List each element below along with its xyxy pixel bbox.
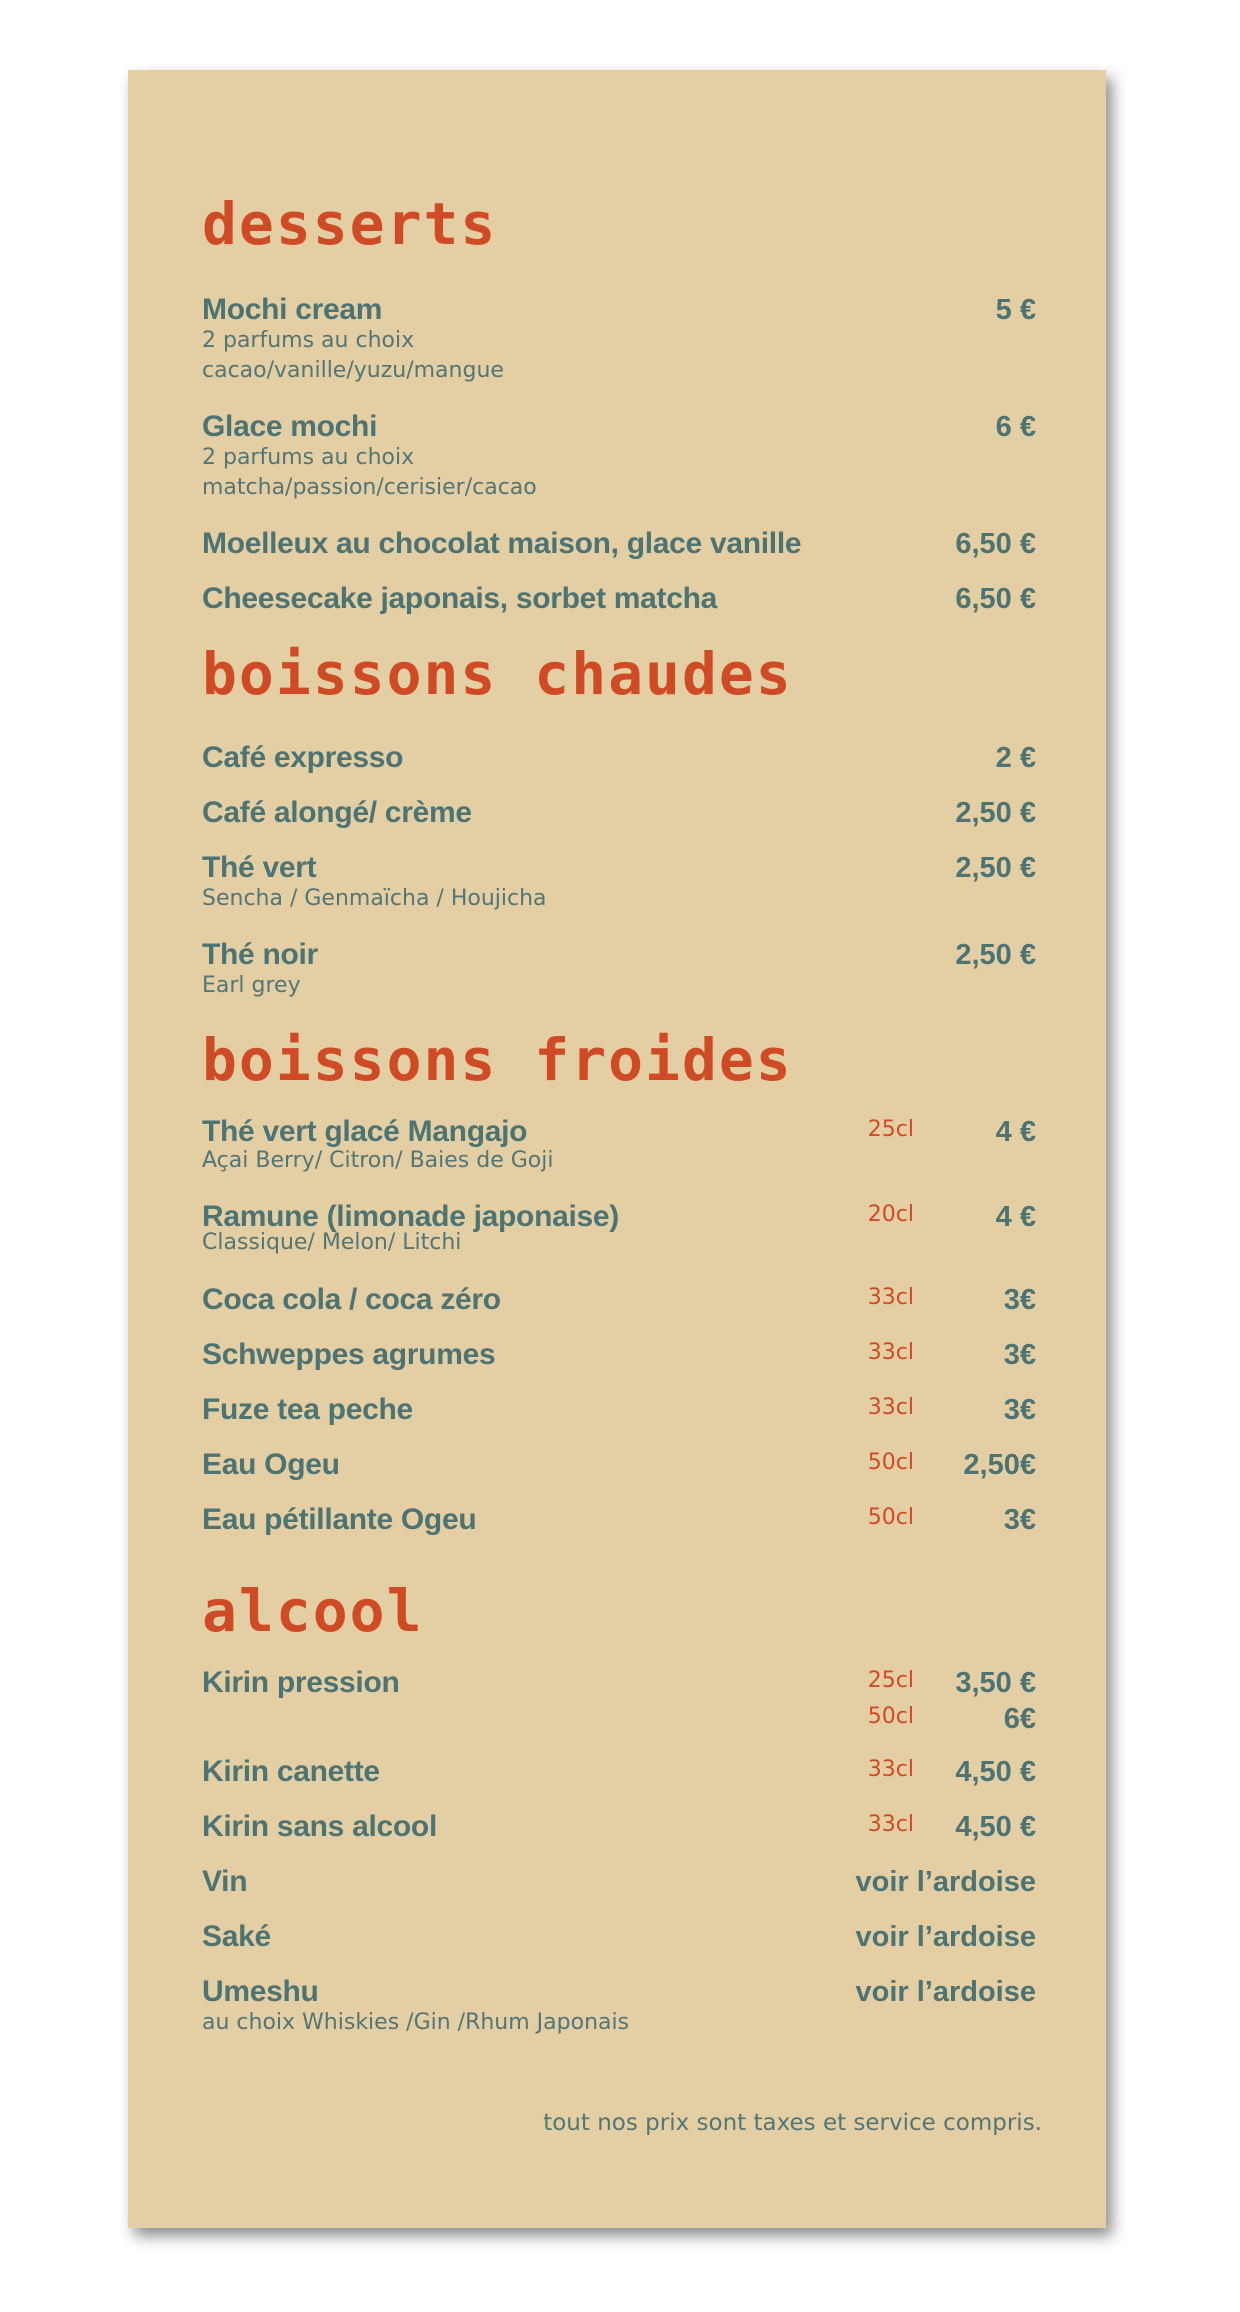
menu-item: [202, 292, 1036, 383]
item-price: 4 €: [995, 1201, 1036, 1233]
menu-item: [202, 1282, 1036, 1322]
menu-item: [202, 1447, 1036, 1487]
item-name: Eau Ogeu: [202, 1448, 340, 1481]
menu-item: [202, 1919, 1036, 1959]
item-name: Café alongé/ crème: [202, 796, 472, 829]
item-name: Coca cola / coca zéro: [202, 1283, 501, 1316]
item-name: Vin: [202, 1865, 248, 1898]
menu-item: [202, 795, 1036, 835]
item-name: Kirin canette: [202, 1755, 380, 1788]
item-volume: 33cl: [867, 1285, 914, 1310]
section-title-cold-drinks: boissons froides: [202, 1026, 793, 1094]
section-title-desserts: desserts: [202, 190, 498, 258]
item-volume: 20cl: [867, 1202, 914, 1227]
item-name: Cheesecake japonais, sorbet matcha: [202, 582, 718, 615]
item-name: Umeshu: [202, 1975, 319, 2008]
item-volume: 33cl: [867, 1812, 914, 1837]
menu-item: [202, 1502, 1036, 1542]
footer-note: tout nos prix sont taxes et service compris.: [543, 2110, 1042, 2136]
menu-item: [202, 850, 1036, 911]
item-price: 6 €: [995, 411, 1036, 443]
item-price: 3€: [1003, 1284, 1036, 1316]
menu-item: [202, 1864, 1036, 1904]
item-price: 4,50 €: [955, 1811, 1036, 1843]
item-volume: 33cl: [867, 1395, 914, 1420]
item-name: Glace mochi: [202, 410, 378, 443]
item-description: Earl grey: [202, 973, 301, 998]
item-price: 4 €: [995, 1116, 1036, 1148]
menu-item: [202, 526, 1036, 566]
item-name: Eau pétillante Ogeu: [202, 1503, 477, 1536]
menu-item: [202, 1754, 1036, 1794]
item-price: voir l’ardoise: [855, 1921, 1036, 1953]
menu-card: [128, 70, 1106, 2228]
item-description: Sencha / Genmaïcha / Houjicha: [202, 886, 547, 911]
menu-item: [202, 740, 1036, 780]
menu-item: [202, 1665, 1036, 1741]
item-price: voir l’ardoise: [855, 1866, 1036, 1898]
item-description: Classique/ Melon/ Litchi: [202, 1230, 462, 1255]
item-description: cacao/vanille/yuzu/mangue: [202, 358, 504, 383]
item-volume: 25cl: [867, 1117, 914, 1142]
menu-item: [202, 937, 1036, 998]
item-description: Açai Berry/ Citron/ Baies de Goji: [202, 1148, 554, 1173]
item-volume: 50cl: [867, 1704, 914, 1729]
item-description: 2 parfums au choix: [202, 328, 415, 353]
item-volume: 50cl: [867, 1505, 914, 1530]
item-description: au choix Whiskies /Gin /Rhum Japonais: [202, 2010, 630, 2035]
item-name: Thé noir: [202, 938, 318, 971]
menu-item: [202, 1392, 1036, 1432]
item-price: 2,50 €: [955, 852, 1036, 884]
item-name: Kirin pression: [202, 1666, 400, 1699]
menu-item: [202, 409, 1036, 500]
item-volume: 33cl: [867, 1340, 914, 1365]
item-description: 2 parfums au choix: [202, 445, 415, 470]
section-title-alcohol: alcool: [202, 1577, 424, 1645]
item-description: matcha/passion/cerisier/cacao: [202, 475, 537, 500]
item-price: 3,50 €: [955, 1667, 1036, 1699]
item-name: Moelleux au chocolat maison, glace vanille: [202, 527, 802, 560]
item-price: 2,50 €: [955, 797, 1036, 829]
item-price: 3€: [1003, 1339, 1036, 1371]
item-price: 4,50 €: [955, 1756, 1036, 1788]
section-title-hot-drinks: boissons chaudes: [202, 640, 793, 708]
item-price: 6€: [1003, 1703, 1036, 1735]
item-price: 2,50 €: [955, 939, 1036, 971]
menu-item: [202, 1114, 1036, 1173]
item-name: Thé vert glacé Mangajo: [202, 1115, 528, 1148]
item-price: 3€: [1003, 1504, 1036, 1536]
menu-item: [202, 1337, 1036, 1377]
item-price: 2,50€: [963, 1449, 1036, 1481]
item-volume: 33cl: [867, 1757, 914, 1782]
item-price: 6,50 €: [955, 528, 1036, 560]
menu-item: [202, 581, 1036, 621]
item-price: 2 €: [995, 742, 1036, 774]
item-name: Saké: [202, 1920, 271, 1953]
item-price: 6,50 €: [955, 583, 1036, 615]
item-name: Fuze tea peche: [202, 1393, 413, 1426]
item-price: 5 €: [995, 294, 1036, 326]
item-name: Schweppes agrumes: [202, 1338, 496, 1371]
item-price: 3€: [1003, 1394, 1036, 1426]
item-name: Café expresso: [202, 741, 404, 774]
item-name: Ramune (limonade japonaise): [202, 1200, 619, 1233]
menu-item: [202, 1809, 1036, 1849]
item-volume: 25cl: [867, 1668, 914, 1693]
item-name: Thé vert: [202, 851, 317, 884]
menu-item: [202, 1974, 1036, 2035]
item-price: voir l’ardoise: [855, 1976, 1036, 2008]
item-volume: 50cl: [867, 1450, 914, 1475]
item-name: Kirin sans alcool: [202, 1810, 437, 1843]
menu-item: [202, 1199, 1036, 1255]
item-name: Mochi cream: [202, 293, 383, 326]
